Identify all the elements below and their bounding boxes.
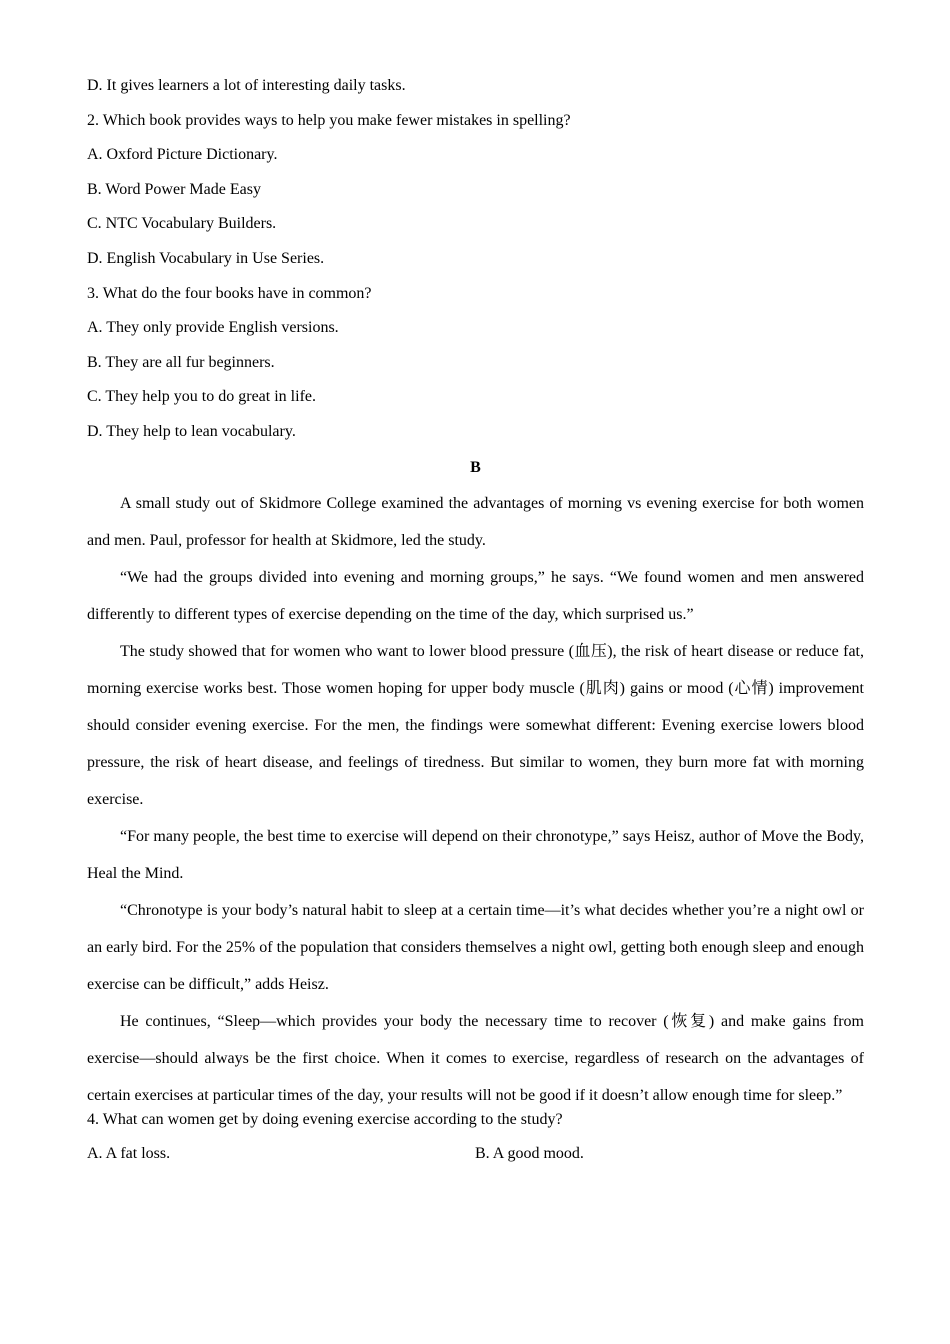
- document-page: [87, 74, 864, 1177]
- question-2-option-a: A. Oxford Picture Dictionary.: [87, 146, 278, 164]
- question-4-options: [87, 1142, 864, 1177]
- question-2-option-c: C. NTC Vocabulary Builders.: [87, 215, 277, 233]
- passage-paragraph: The study showed that for women who want to lower blood pressure (血压), the risk of heart disease or reduce fat, morning exercise works best. Those women hoping for upper body muscle (肌肉) gains or mood (心情) improvement should consider evening exercise. For the men, the findings were somewhat different: Evening exercise lowers blood pressure, the risk of heart disease, and feelings of tiredness. But similar to women, they burn more fat with morning exercise.: [87, 642, 864, 808]
- section-heading: B: [470, 458, 481, 476]
- passage-paragraph: “For many people, the best time to exercise will depend on their chronotype,” says Heisz, author of Move the Body, Heal the Mind.: [87, 827, 864, 882]
- question-2-stem: 2. Which book provides ways to help you make fewer mistakes in spelling?: [87, 111, 571, 129]
- question-3-option-a: A. They only provide English versions.: [87, 319, 339, 337]
- question-4-option-b: B. A good mood.: [475, 1145, 584, 1163]
- passage-paragraph: He continues, “Sleep—which provides your body the necessary time to recover (恢复) and make gains from exercise—should always be the first choice. When it comes to exercise, regardless of research on the advantages of certain exercises at particular times of the day, your results will not be good if it doesn’t allow enough time for sleep.”: [87, 1012, 864, 1104]
- question-3-option-b: B. They are all fur beginners.: [87, 353, 275, 371]
- passage-paragraph: A small study out of Skidmore College examined the advantages of morning vs evening exercise for both women and men. Paul, professor for health at Skidmore, led the study.: [87, 494, 864, 549]
- question-1-option-d: D. It gives learners a lot of interesting daily tasks.: [87, 77, 406, 94]
- question-4-stem: 4. What can women get by doing evening exercise according to the study?: [87, 1110, 563, 1128]
- question-2-option-b: B. Word Power Made Easy: [87, 180, 261, 198]
- question-3-option-c: C. They help you to do great in life.: [87, 388, 316, 406]
- passage-paragraph: “We had the groups divided into evening and morning groups,” he says. “We found women and men answered differently to different types of exercise depending on the time of the day, which surprised us.”: [87, 568, 864, 623]
- passage: [87, 485, 864, 1114]
- question-4-option-a: A. A fat loss.: [87, 1145, 171, 1163]
- question-3-option-d: D. They help to lean vocabulary.: [87, 422, 296, 440]
- question-3-stem: 3. What do the four books have in common?: [87, 284, 372, 302]
- question-2-option-d: D. English Vocabulary in Use Series.: [87, 249, 325, 267]
- passage-paragraph: “Chronotype is your body’s natural habit to sleep at a certain time—it’s what decides whether you’re a night owl or an early bird. For the 25% of the population that considers themselves a night owl, getting both enough sleep and enough exercise can be difficult,” adds Heisz.: [87, 901, 864, 993]
